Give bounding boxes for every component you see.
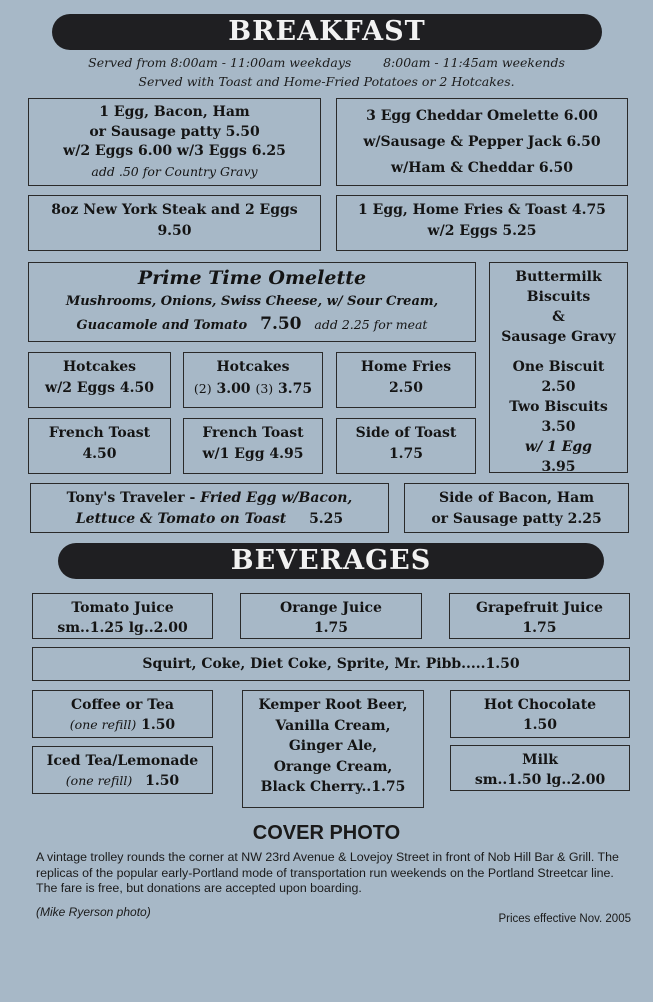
- egg-bacon-line1: 1 Egg, Bacon, Ham: [99, 104, 250, 120]
- hot-chocolate-price: 1.50: [522, 717, 558, 733]
- home-fries-price: 2.50: [388, 380, 424, 396]
- side-toast-price: 1.75: [388, 446, 424, 462]
- hotcakes-eggs-line1: Hotcakes: [62, 359, 137, 375]
- kemper-line2: Vanilla Cream,: [275, 717, 391, 734]
- orange-juice-line1: Orange Juice: [280, 600, 382, 616]
- side-bacon-line2: or Sausage patty 2.25: [431, 511, 602, 527]
- hotcakes-eggs-line2: w/2 Eggs 4.50: [45, 380, 154, 396]
- french-toast-egg-item: [183, 418, 323, 474]
- tomato-juice-line2: sm..1.25 lg..2.00: [57, 620, 188, 636]
- hot-chocolate-item: [450, 690, 630, 738]
- cover-photo-credit: (Mike Ryerson photo): [36, 905, 151, 919]
- iced-tea-price: 1.50: [145, 773, 180, 789]
- hotcakes-line2: [184, 378, 322, 400]
- milk-item: [450, 745, 630, 791]
- side-toast-item: [336, 418, 476, 474]
- iced-tea-line2: [33, 771, 212, 791]
- biscuits-egg-price: 3.95: [541, 459, 576, 475]
- orange-juice-item: [240, 593, 422, 639]
- omelette-line3: w/Ham & Cheddar 6.50: [391, 160, 573, 176]
- home-fries-toast-line2: w/2 Eggs 5.25: [427, 223, 537, 239]
- omelette-item: [336, 98, 628, 186]
- milk-line1: Milk: [522, 752, 558, 768]
- side-bacon-line1: Side of Bacon, Ham: [438, 490, 595, 506]
- breakfast-hours: Served from 8:00am - 11:00am weekdays 8:00am - 11:45am weekends: [88, 55, 565, 70]
- biscuits-item: [489, 262, 628, 473]
- hotcakes-two-price: 3.00: [216, 381, 251, 397]
- sodas-item: Squirt, Coke, Diet Coke, Sprite, Mr. Pibb.....1.50: [32, 647, 630, 681]
- biscuits-two-price: 3.50: [541, 419, 576, 435]
- biscuits-line2: Biscuits: [526, 289, 591, 305]
- home-fries-item: [336, 352, 476, 408]
- biscuits-line1: Buttermilk: [515, 269, 602, 285]
- hotcakes-three-price: 3.75: [278, 381, 313, 397]
- french-toast-egg-line2: w/1 Egg 4.95: [202, 446, 304, 462]
- hotcakes-line1: Hotcakes: [216, 359, 290, 375]
- hot-chocolate-line1: Hot Chocolate: [483, 697, 597, 713]
- prime-time-line1: Mushrooms, Onions, Swiss Cheese, w/ Sour Cream,: [65, 294, 439, 309]
- coffee-refill-note: (one refill): [69, 717, 137, 732]
- coffee-tea-line2: [33, 715, 212, 735]
- home-fries-toast-item: [336, 195, 628, 251]
- prime-time-line2: [29, 313, 475, 337]
- kemper-line3: Ginger Ale,: [288, 738, 378, 754]
- french-toast-item: [28, 418, 171, 474]
- kemper-line5: Black Cherry..1.75: [260, 779, 406, 795]
- prime-time-price: 7.50: [260, 314, 302, 334]
- kemper-line4: Orange Cream,: [273, 758, 393, 775]
- tomato-juice-item: [32, 593, 213, 639]
- french-toast-price: 4.50: [82, 446, 117, 462]
- home-fries-toast-line1: 1 Egg, Home Fries & Toast 4.75: [358, 202, 606, 218]
- steak-item: [28, 195, 321, 251]
- iced-tea-line1: Iced Tea/Lemonade: [46, 753, 199, 769]
- traveler-line1: [31, 488, 388, 509]
- prime-time-line2-text: Guacamole and Tomato: [76, 318, 248, 333]
- prime-time-omelette-item: [28, 262, 476, 342]
- hotcakes-item: [183, 352, 323, 408]
- tonys-traveler-item: [30, 483, 389, 533]
- french-toast-line1: French Toast: [48, 425, 151, 441]
- grapefruit-juice-line2: 1.75: [522, 620, 557, 636]
- prices-effective: Prices effective Nov. 2005: [498, 913, 631, 925]
- side-bacon-item: [404, 483, 629, 533]
- egg-bacon-line3: w/2 Eggs 6.00 w/3 Eggs 6.25: [63, 143, 286, 159]
- steak-line1: 8oz New York Steak and 2 Eggs: [51, 202, 298, 218]
- prime-time-title: Prime Time Omelette: [137, 267, 367, 289]
- cover-photo-text: A vintage trolley rounds the corner at NW 23rd Avenue & Lovejoy Street in front of Nob Hill Bar & Grill. The replicas of the popular early-Portland mode of transportation run weekends on the Portland Streetcar line. The fare is free, but donations are accepted upon boarding.: [36, 850, 619, 895]
- beverages-banner: BEVERAGES: [58, 543, 604, 579]
- cover-photo-title: COVER PHOTO: [252, 822, 401, 844]
- kemper-line1: Kemper Root Beer,: [258, 697, 408, 713]
- coffee-tea-item: [32, 690, 213, 738]
- hotcakes-two-label: (2): [193, 381, 212, 396]
- side-toast-line1: Side of Toast: [355, 425, 457, 441]
- omelette-line1: 3 Egg Cheddar Omelette 6.00: [366, 108, 598, 124]
- prime-time-add-meat: add 2.25 for meat: [314, 317, 428, 332]
- traveler-line2: [31, 509, 388, 530]
- coffee-tea-line1: Coffee or Tea: [70, 697, 175, 713]
- french-toast-egg-line1: French Toast: [202, 425, 304, 441]
- omelette-line2: w/Sausage & Pepper Jack 6.50: [363, 134, 601, 150]
- iced-tea-item: [32, 746, 213, 794]
- biscuits-line4: Sausage Gravy: [501, 329, 616, 345]
- egg-bacon-gravy: add .50 for Country Gravy: [91, 163, 258, 179]
- biscuits-one-price: 2.50: [541, 379, 576, 395]
- biscuits-one: One Biscuit: [512, 359, 605, 375]
- biscuits-two: Two Biscuits: [509, 399, 608, 415]
- grapefruit-juice-item: [449, 593, 630, 639]
- kemper-item: [242, 690, 424, 808]
- tomato-juice-line1: Tomato Juice: [71, 600, 174, 616]
- traveler-price: 5.25: [309, 511, 344, 527]
- iced-tea-refill-note: (one refill): [65, 773, 133, 788]
- breakfast-served-with: Served with Toast and Home-Fried Potatoes or 2 Hotcakes.: [138, 74, 515, 89]
- coffee-price: 1.50: [141, 717, 176, 733]
- traveler-desc1: Fried Egg w/Bacon,: [200, 490, 353, 506]
- orange-juice-line2: 1.75: [313, 620, 349, 636]
- biscuits-line3: &: [552, 309, 565, 325]
- traveler-desc2: Lettuce & Tomato on Toast: [75, 511, 287, 527]
- traveler-name: Tony's Traveler -: [66, 490, 201, 506]
- egg-bacon-line2: or Sausage patty 5.50: [89, 123, 260, 140]
- hotcakes-three-label: (3): [255, 381, 274, 396]
- home-fries-line1: Home Fries: [360, 359, 452, 375]
- milk-line2: sm..1.50 lg..2.00: [474, 772, 606, 788]
- egg-bacon-item: [28, 98, 321, 186]
- steak-price: 9.50: [157, 223, 192, 239]
- biscuits-egg: w/ 1 Egg: [525, 439, 592, 455]
- hotcakes-eggs-item: [28, 352, 171, 408]
- grapefruit-juice-line1: Grapefruit Juice: [476, 600, 603, 616]
- breakfast-banner: BREAKFAST: [52, 14, 602, 50]
